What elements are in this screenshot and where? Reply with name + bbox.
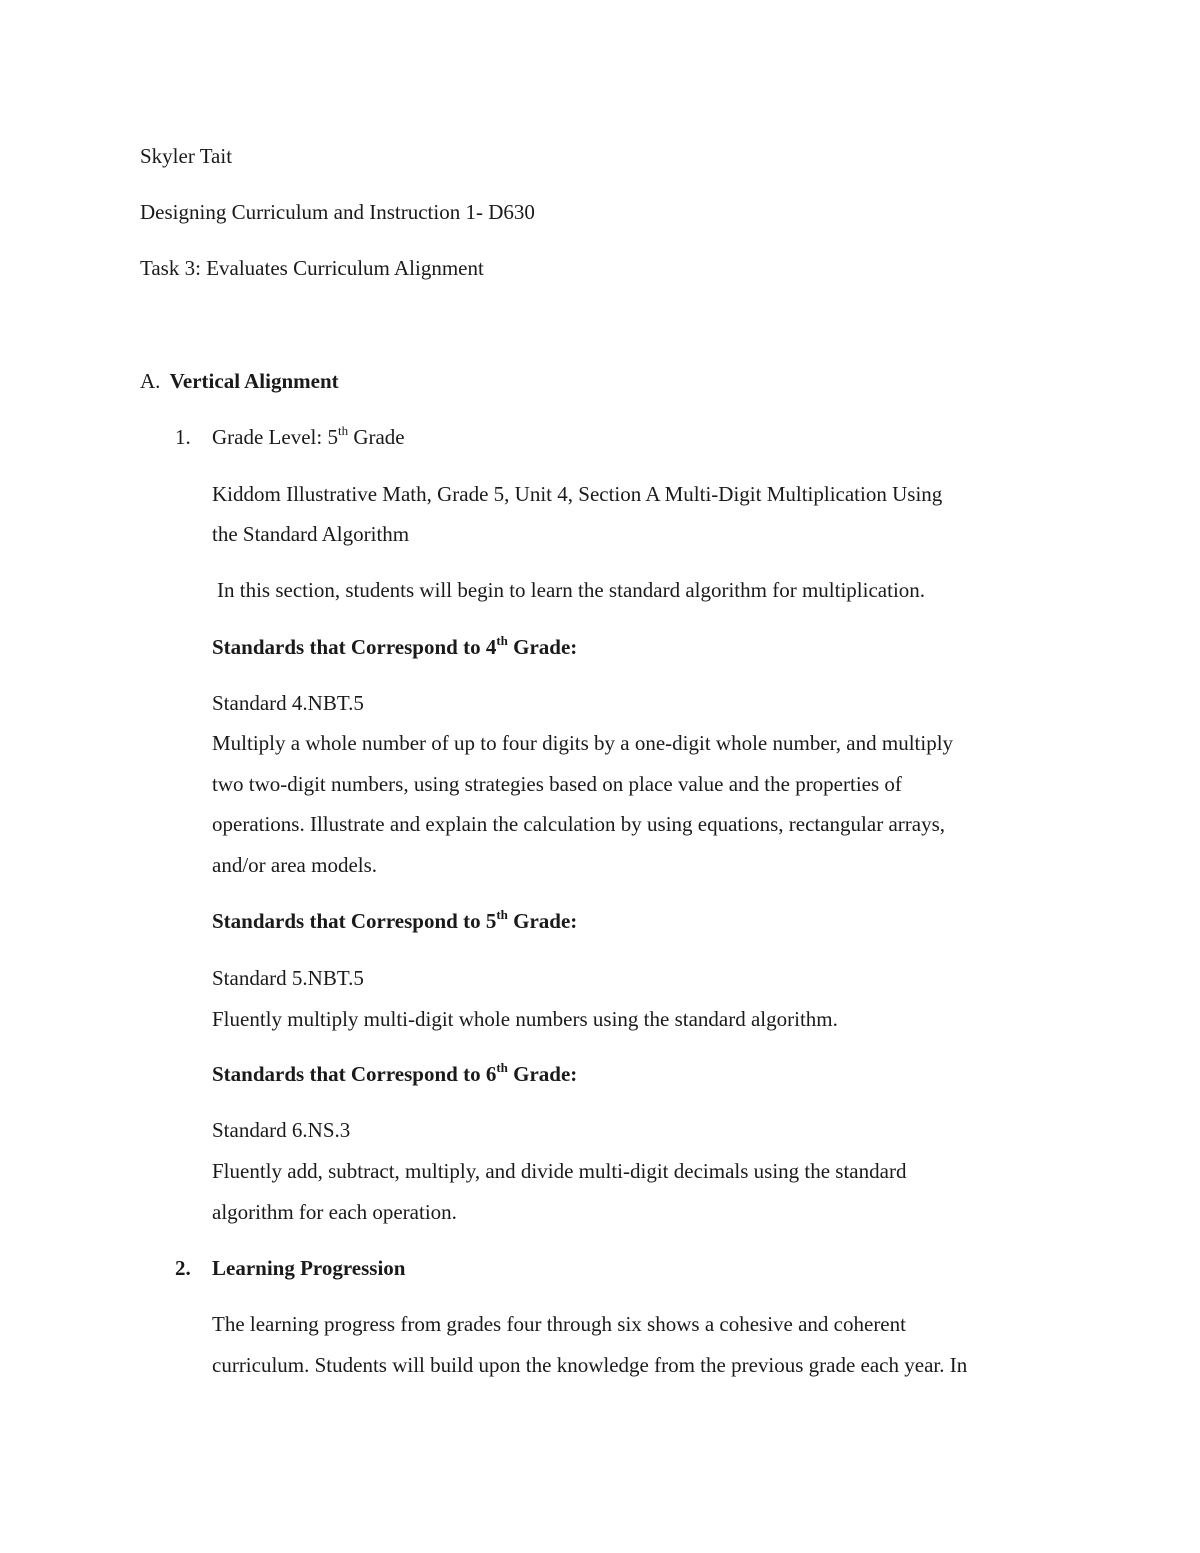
item-1-number: 1. bbox=[175, 425, 191, 449]
grade-6-heading-sup: th bbox=[496, 1060, 508, 1075]
grade-4-text-line-3: operations. Illustrate and explain the calculation by using equations, rectangular arrays, bbox=[212, 812, 946, 836]
author-name: Skyler Tait bbox=[140, 144, 233, 168]
section-a-heading bbox=[140, 371, 339, 392]
grade-level-label bbox=[212, 423, 405, 449]
item-2-number: 2. bbox=[175, 1256, 191, 1280]
resource-line-2: the Standard Algorithm bbox=[212, 522, 410, 546]
grade-6-heading-suffix: Grade: bbox=[507, 1062, 578, 1086]
task-title: Task 3: Evaluates Curriculum Alignment bbox=[140, 256, 484, 280]
grade-level-suffix: Grade bbox=[348, 425, 405, 449]
grade-level-sup: th bbox=[337, 423, 349, 438]
grade-5-standard-id: Standard 5.NBT.5 bbox=[212, 966, 364, 990]
section-a-marker: A. bbox=[140, 369, 161, 393]
learning-progression-line-2: curriculum. Students will build upon the knowledge from the previous grade each year. In bbox=[212, 1353, 968, 1377]
grade-4-text-line-1: Multiply a whole number of up to four digits by a one-digit whole number, and multiply bbox=[212, 731, 954, 755]
grade-6-standard-id: Standard 6.NS.3 bbox=[212, 1118, 351, 1142]
learning-progression-title: Learning Progression bbox=[212, 1256, 406, 1280]
grade-5-heading-suffix: Grade: bbox=[507, 909, 578, 933]
grade-4-heading-prefix: Standards that Correspond to 4 bbox=[212, 635, 497, 659]
section-a-title: Vertical Alignment bbox=[169, 369, 339, 393]
grade-5-heading bbox=[212, 907, 578, 933]
grade-level-prefix: Grade Level: 5 bbox=[212, 425, 338, 449]
grade-4-heading bbox=[212, 633, 578, 659]
grade-4-text-line-4: and/or area models. bbox=[212, 853, 378, 877]
grade-5-heading-prefix: Standards that Correspond to 5 bbox=[212, 909, 497, 933]
grade-4-heading-sup: th bbox=[496, 633, 508, 648]
grade-5-text-line-1: Fluently multiply multi-digit whole numbers using the standard algorithm. bbox=[212, 1007, 838, 1031]
grade-6-heading-prefix: Standards that Correspond to 6 bbox=[212, 1062, 497, 1086]
grade-4-standard-id: Standard 4.NBT.5 bbox=[212, 691, 364, 715]
course-title: Designing Curriculum and Instruction 1- D630 bbox=[140, 200, 535, 224]
grade-4-heading-suffix: Grade: bbox=[507, 635, 578, 659]
grade-6-text-line-1: Fluently add, subtract, multiply, and divide multi-digit decimals using the standard bbox=[212, 1159, 907, 1183]
grade-6-heading bbox=[212, 1060, 578, 1086]
grade-6-text-line-2: algorithm for each operation. bbox=[212, 1200, 457, 1224]
learning-progression-line-1: The learning progress from grades four through six shows a cohesive and coherent bbox=[212, 1312, 906, 1336]
grade-5-heading-sup: th bbox=[496, 907, 508, 922]
grade-4-text-line-2: two two-digit numbers, using strategies based on place value and the properties of bbox=[212, 772, 902, 796]
section-intro: In this section, students will begin to learn the standard algorithm for multiplication. bbox=[217, 578, 926, 602]
resource-line-1: Kiddom Illustrative Math, Grade 5, Unit 4, Section A Multi-Digit Multiplication Using bbox=[212, 482, 943, 506]
